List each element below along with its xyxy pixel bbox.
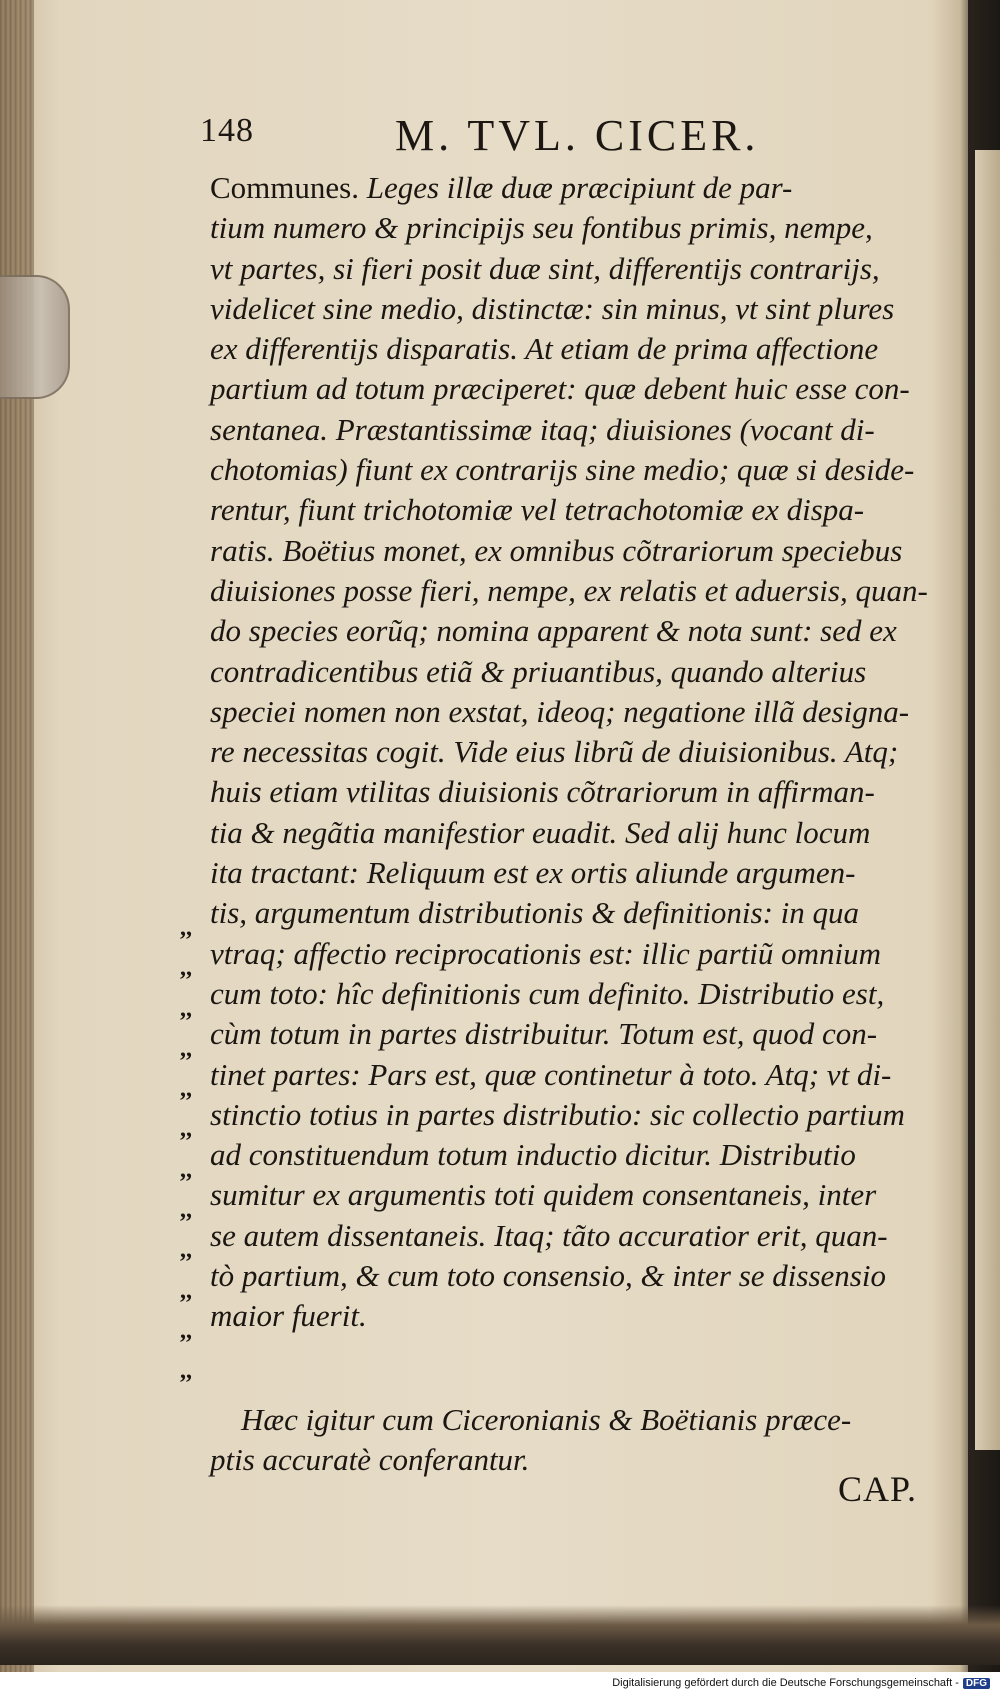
catchword: CAP. bbox=[838, 1469, 918, 1509]
text-line: se autem dissentaneis. Itaq; tãto accuratior erit, quan- bbox=[210, 1217, 888, 1253]
text-line: partium ad totum præciperet: quæ debent huic esse con- bbox=[210, 371, 910, 407]
text-line: do species eorũq; nomina apparent & nota sunt: sed ex bbox=[210, 613, 897, 649]
text-line: diuisiones posse fieri, nempe, ex relatis et aduersis, quan- bbox=[210, 572, 928, 608]
book-clamp bbox=[0, 275, 70, 399]
text-line: ex differentijs disparatis. At etiam de prima affectione bbox=[210, 331, 879, 367]
running-head: M. TVL. CICER. bbox=[395, 111, 760, 160]
quote-mark: ,, bbox=[180, 1358, 192, 1385]
quote-mark: ,, bbox=[180, 955, 192, 982]
book-page-edges bbox=[0, 0, 34, 1697]
text-line bbox=[210, 168, 940, 208]
quote-mark: ,, bbox=[180, 1317, 192, 1344]
quote-mark: ,, bbox=[180, 1076, 192, 1103]
text-line: ita tractant: Reliquum est ex ortis aliunde argumen- bbox=[210, 855, 856, 891]
text-line: tinet partes: Pars est, quæ continetur à toto. Atq; vt di- bbox=[210, 1056, 892, 1092]
text-line: rentur, fiunt trichotomiæ vel tetrachotomiæ ex dispa- bbox=[210, 492, 865, 528]
closing-line: Hæc igitur cum Ciceronianis & Boëtianis præce- bbox=[210, 1402, 852, 1437]
text-line: sumitur ex argumentis toti quidem consentaneis, inter bbox=[210, 1177, 877, 1213]
quote-mark: ,, bbox=[180, 1197, 192, 1224]
text-line: cum toto: hîc definitionis cum definito. Distributio est, bbox=[210, 975, 885, 1011]
quote-mark: ,, bbox=[180, 995, 192, 1022]
text-line-lead: Communes. bbox=[210, 170, 359, 205]
dfg-logo-icon: DFG bbox=[963, 1678, 990, 1689]
quote-mark: ,, bbox=[180, 915, 192, 941]
text-line: tium numero & principijs seu fontibus primis, nempe, bbox=[210, 210, 873, 246]
facing-page-strip bbox=[975, 150, 1000, 1450]
text-line: sentanea. Præstantissimæ itaq; diuisiones (vocant di- bbox=[210, 411, 875, 447]
text-line: re necessitas cogit. Vide eius librũ de diuisionibus. Atq; bbox=[210, 734, 899, 770]
text-line: contradicentibus etiã & priuantibus, quando alterius bbox=[210, 653, 867, 689]
book-bottom-edge bbox=[0, 1605, 1000, 1665]
text-line: stinctio totius in partes distributio: sic collectio partium bbox=[210, 1096, 905, 1132]
quotation-marks-margin bbox=[180, 908, 204, 1392]
quote-mark: ,, bbox=[180, 1116, 192, 1143]
quote-mark: ,, bbox=[180, 1277, 192, 1304]
quote-mark: ,, bbox=[180, 1237, 192, 1264]
text-line: chotomias) fiunt ex contrarijs sine medio; quæ si deside- bbox=[210, 452, 915, 488]
text-line: vtraq; affectio reciprocationis est: illic partiũ omnium bbox=[210, 935, 881, 971]
quote-mark: ,, bbox=[180, 1035, 192, 1062]
page-header bbox=[200, 110, 880, 166]
quote-mark: ,, bbox=[180, 1156, 192, 1183]
text-line: ad constituendum totum inductio dicitur. Distributio bbox=[210, 1137, 856, 1173]
text-line: tia & negãtia manifestior euadit. Sed alij hunc locum bbox=[210, 814, 871, 850]
text-line: tò partium, & cum toto consensio, & inter se dissensio bbox=[210, 1258, 886, 1294]
text-line: speciei nomen non exstat, ideoq; negatione illã designa- bbox=[210, 693, 910, 729]
text-line: tis, argumentum distributionis & definitionis: in qua bbox=[210, 895, 860, 931]
body-text bbox=[210, 168, 940, 1337]
text-line: vt partes, si fieri posit duæ sint, differentijs contrarijs, bbox=[210, 250, 880, 286]
closing-line: ptis accuratè conferantur. bbox=[210, 1442, 530, 1478]
text-line: ratis. Boëtius monet, ex omnibus cõtrariorum speciebus bbox=[210, 532, 903, 568]
text-line: huis etiam vtilitas diuisionis cõtrariorum in affirman- bbox=[210, 774, 875, 810]
text-line-content: Leges illæ duæ præcipiunt de par- bbox=[358, 170, 793, 205]
credit-text: Digitalisierung gefördert durch die Deutsche Forschungsgemeinschaft - bbox=[612, 1677, 959, 1689]
closing-paragraph bbox=[210, 1400, 940, 1481]
text-line: videlicet sine medio, distinctæ: sin minus, vt sint plures bbox=[210, 290, 895, 326]
digitization-credit bbox=[612, 1677, 990, 1689]
text-line: maior fuerit. bbox=[210, 1298, 367, 1334]
page-number: 148 bbox=[200, 112, 254, 149]
text-line: cùm totum in partes distribuitur. Totum est, quod con- bbox=[210, 1016, 878, 1052]
